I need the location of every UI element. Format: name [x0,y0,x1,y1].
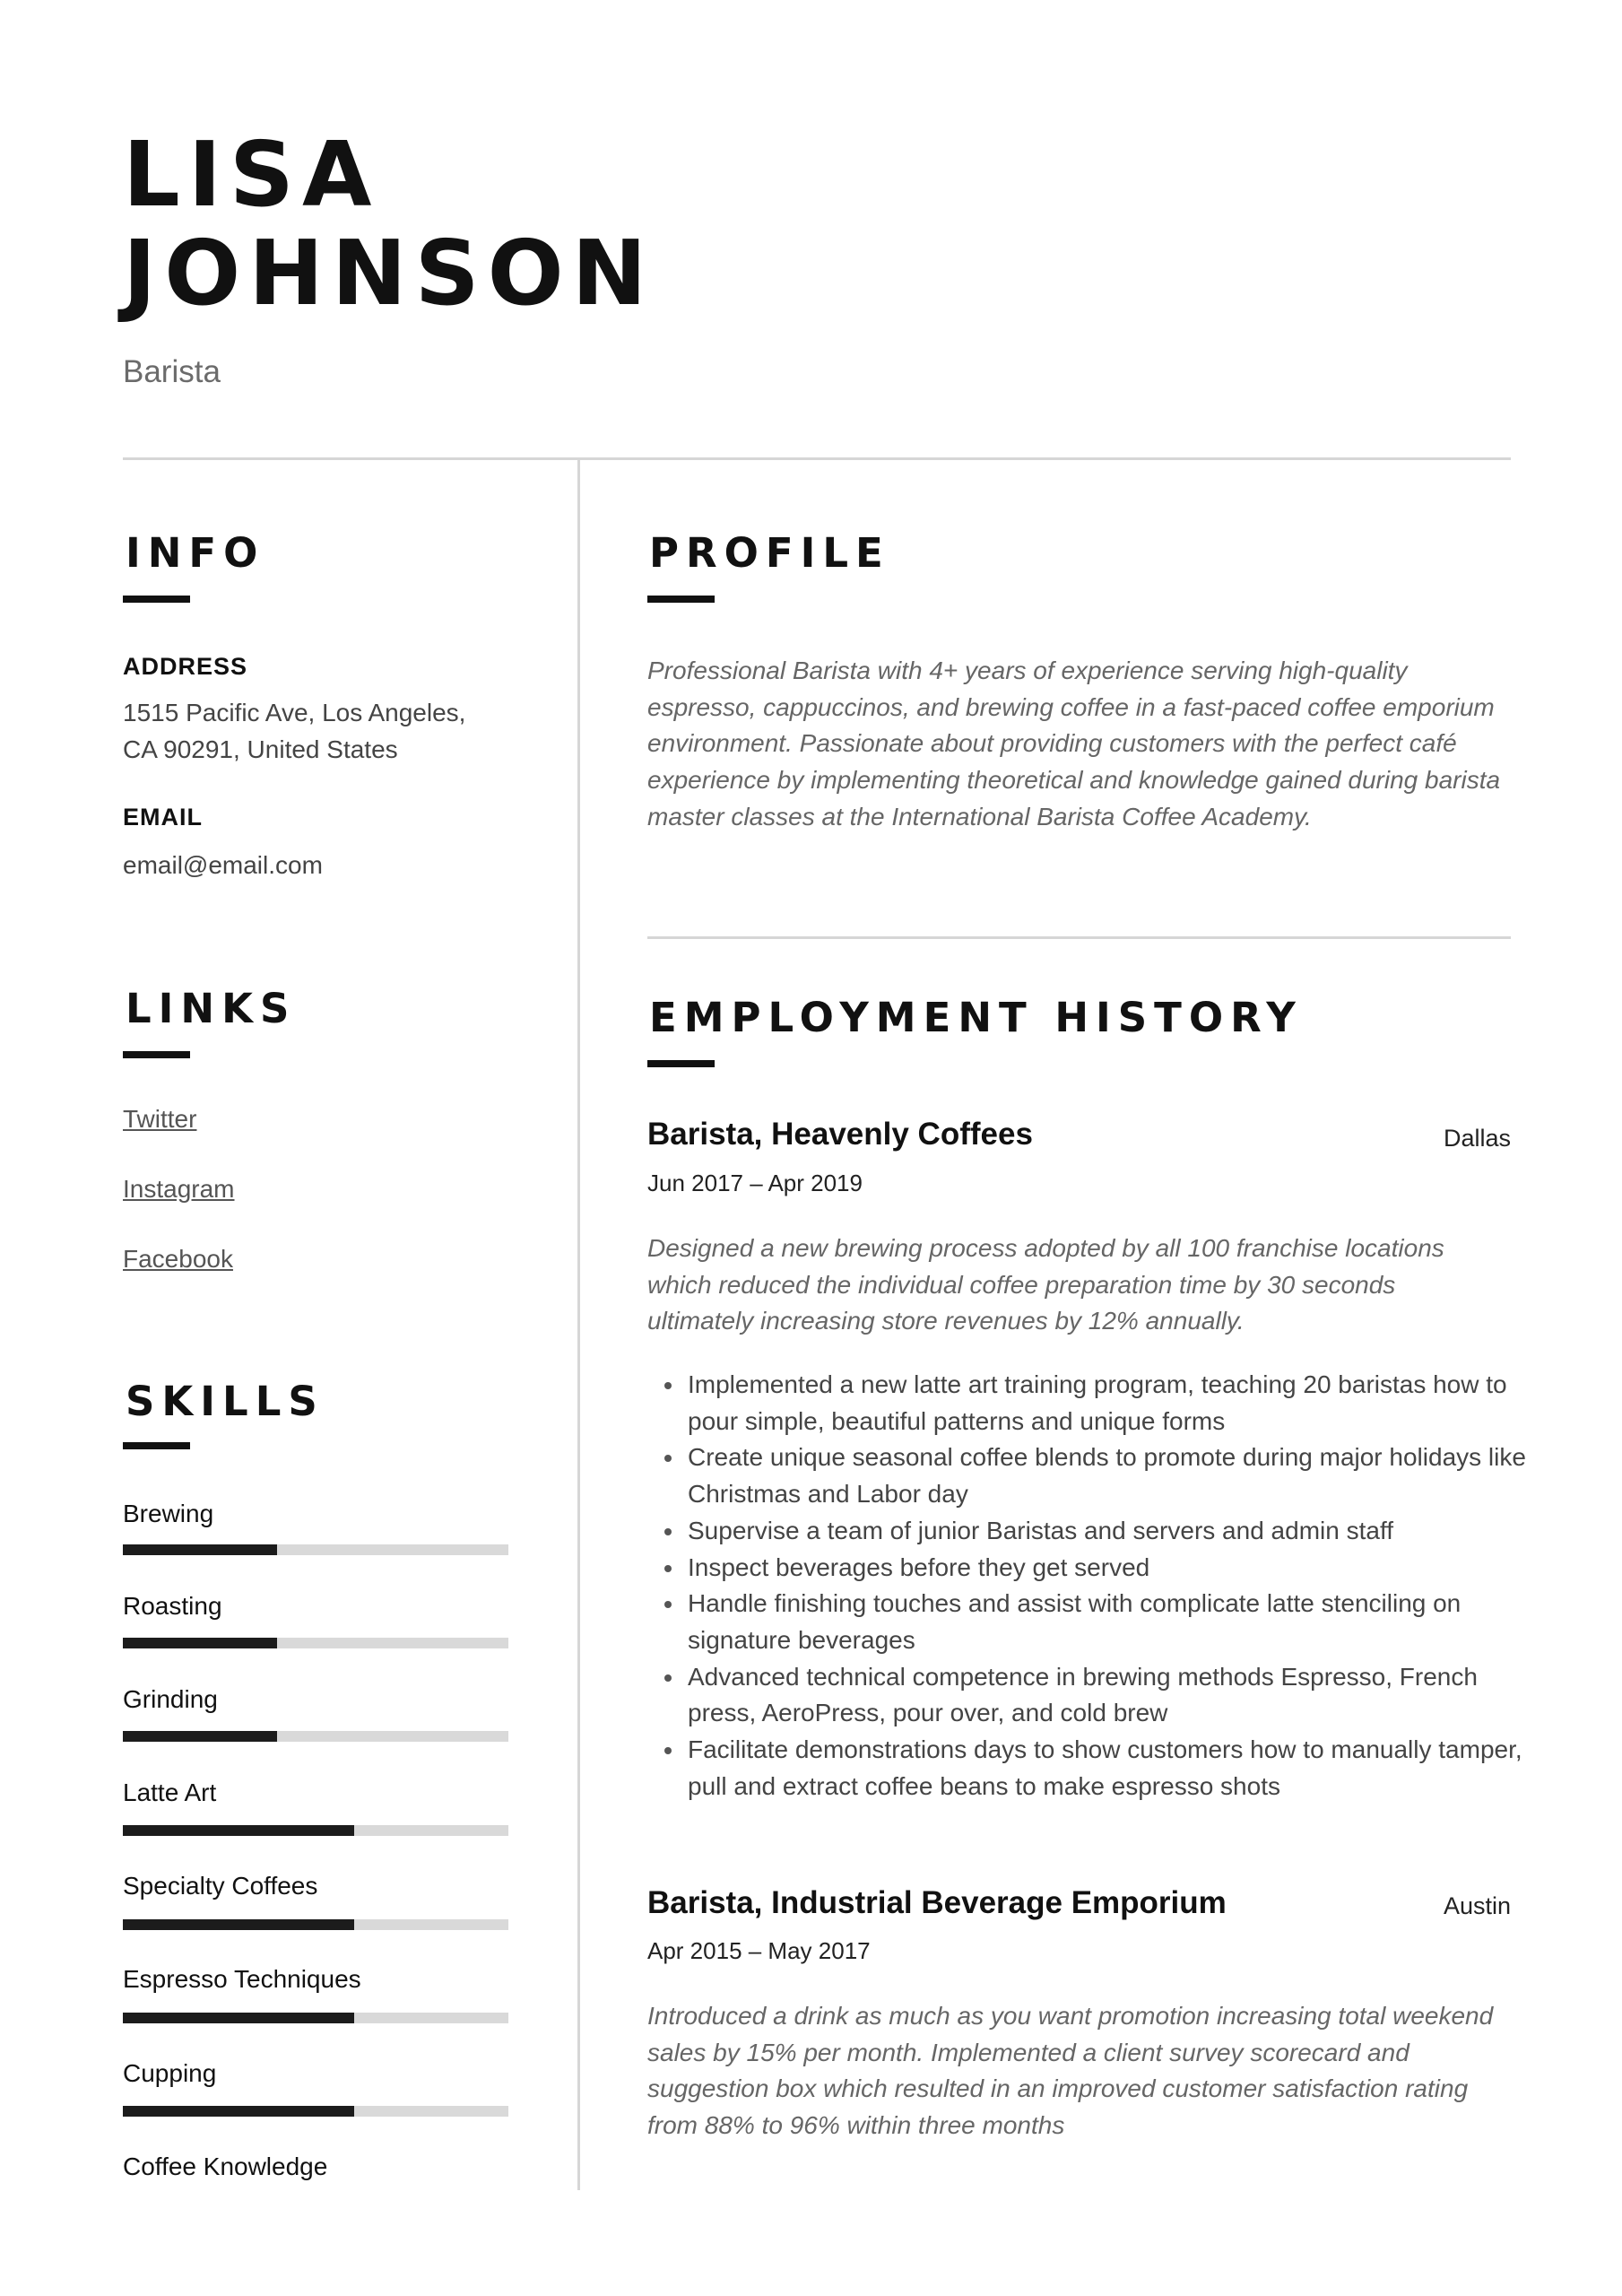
skill-level-bar [123,2013,508,2023]
job-dates: Apr 2015 – May 2017 [647,1937,871,1964]
job-city: Austin [1443,1892,1511,1919]
email-label: EMAIL [123,804,203,831]
skill-name: Latte Art [123,1779,217,1806]
skill-level-bar [123,1544,508,1555]
skill-name: Roasting [123,1592,222,1620]
skill-level-bar [123,1638,508,1648]
list-item: Create unique seasonal coffee blends to promote during major holidays like Christmas and Labor day [688,1439,1548,1512]
last-name: JOHNSON [123,221,655,326]
skill-level-fill [123,2013,354,2023]
skills-heading-underline [123,1442,190,1449]
list-item: Handle finishing touches and assist with complicate latte stenciling on signature beverages [688,1586,1548,1658]
job-city: Dallas [1443,1125,1511,1152]
skill-level-fill [123,2106,354,2117]
profile-heading-underline [647,596,715,603]
profile-summary: Professional Barista with 4+ years of experience serving high-quality espresso, cappuccinos, and brewing coffee in a fast-paced coffee emporium environment. Passionate about providing customers with the perfect café experience by implementing theoretical and knowledge gained during barista master classes at the International Barista Coffee Academy. [647,657,1501,831]
job-summary: Designed a new brewing process adopted by all 100 franchise locations which reduced the individual coffee preparation time by 30 seconds ultimately increasing store revenues by 12% annually. [647,1234,1444,1335]
skill-name: Brewing [123,1500,214,1527]
column-divider [577,459,580,2190]
job-summary: Introduced a drink as much as you want promotion increasing total weekend sales by 15% per month. Implemented a client survey scorecard and suggestion box which resulted in an improved customer satisfaction rating from 88% to 96% within three months [647,2002,1494,2140]
list-item: Supervise a team of junior Baristas and servers and admin staff [688,1513,1548,1550]
skill-name: Coffee Knowledge [123,2152,328,2180]
header-divider [123,457,1511,460]
skill-name: Espresso Techniques [123,1965,361,1993]
job-title: Barista [123,354,221,389]
candidate-name [123,122,655,326]
skill-level-fill [123,1731,277,1742]
job-responsibilities [647,1367,1548,1805]
link-instagram[interactable]: Instagram [123,1175,235,1203]
link-facebook[interactable]: Facebook [123,1245,233,1273]
job-title-company: Barista, Industrial Beverage Emporium [647,1885,1227,1920]
address-line-1: 1515 Pacific Ave, Los Angeles, [123,699,466,726]
skill-level-fill [123,1919,354,1930]
links-heading-underline [123,1051,190,1058]
list-item: Facilitate demonstrations days to show customers how to manually tamper, pull and extract coffee beans to make espresso shots [688,1732,1548,1805]
links-heading: LINKS [126,985,297,1032]
skill-level-bar [123,1825,508,1836]
profile-heading: PROFILE [649,529,890,577]
skill-level-bar [123,1731,508,1742]
profile-divider [647,936,1511,939]
skill-name: Grinding [123,1685,218,1713]
address-line-2: CA 90291, United States [123,735,398,763]
list-item: Implemented a new latte art training program, teaching 20 baristas how to pour simple, beautiful patterns and unique forms [688,1367,1548,1439]
job-title-company: Barista, Heavenly Coffees [647,1117,1033,1152]
first-name: LISA [123,122,380,227]
skill-level-bar [123,2106,508,2117]
skill-level-bar [123,1919,508,1930]
employment-heading-underline [647,1060,715,1067]
job-dates: Jun 2017 – Apr 2019 [647,1170,863,1196]
list-item: Inspect beverages before they get served [688,1550,1548,1587]
info-heading: INFO [126,529,265,577]
email-value[interactable]: email@email.com [123,851,323,879]
list-item: Advanced technical competence in brewing methods Espresso, French press, AeroPress, pour over, and cold brew [688,1659,1548,1732]
skill-name: Specialty Coffees [123,1872,318,1900]
skill-level-fill [123,1825,354,1836]
skill-name: Cupping [123,2059,217,2087]
info-heading-underline [123,596,190,603]
address-value [123,694,544,768]
link-twitter[interactable]: Twitter [123,1105,197,1133]
skill-level-fill [123,1544,277,1555]
skill-level-fill [123,1638,277,1648]
employment-heading: EMPLOYMENT HISTORY [649,994,1303,1041]
skills-heading: SKILLS [126,1378,325,1425]
address-label: ADDRESS [123,653,248,680]
